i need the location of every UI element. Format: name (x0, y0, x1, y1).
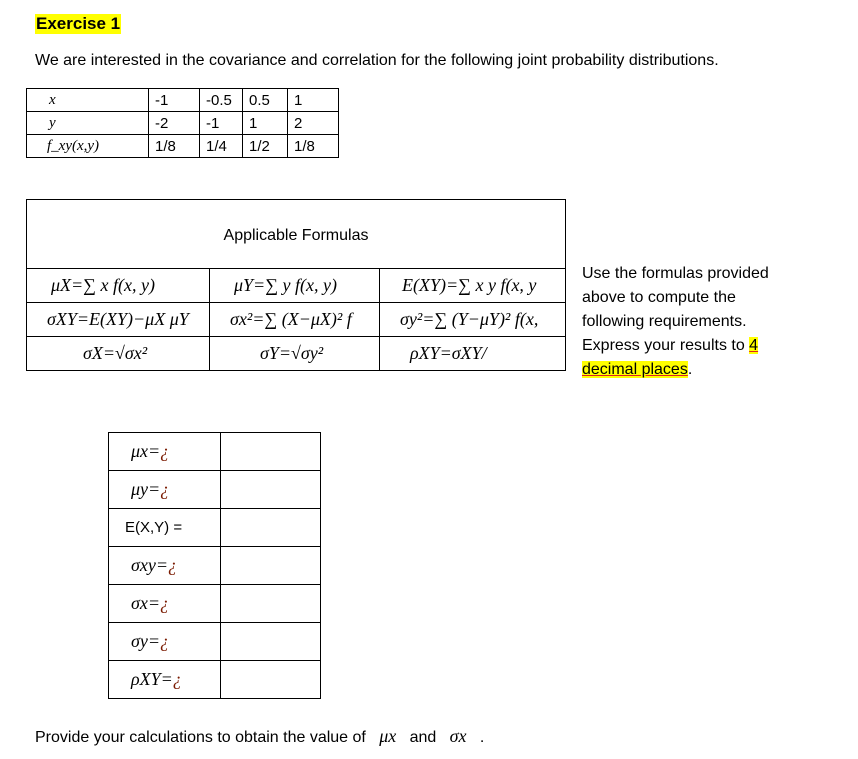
formula-var-y: σy²=∑ (Y−μY)² f(x, (380, 303, 566, 337)
formula-sd-x: σX=√σx² (27, 337, 210, 371)
formula-sd-y: σY=√σy² (210, 337, 380, 371)
note-line: above to compute the (582, 289, 736, 306)
footer-instruction: Provide your calculations to obtain the value of μx and σx . (35, 726, 485, 746)
formula-mu-y: μY=∑ y f(x, y) (210, 269, 380, 303)
answer-field[interactable] (221, 661, 321, 699)
table-cell: 1/8 (149, 135, 200, 158)
answer-label: μx=¿ (109, 433, 221, 471)
table-cell: 1/2 (243, 135, 288, 158)
table-row (109, 585, 321, 623)
answer-field[interactable] (221, 623, 321, 661)
distribution-table (26, 88, 339, 158)
note-line: Use the formulas provided (582, 265, 769, 282)
answer-field[interactable] (221, 433, 321, 471)
table-row (109, 547, 321, 585)
highlight-decimal-places: decimal places (582, 361, 688, 378)
formulas-title: Applicable Formulas (223, 227, 369, 244)
note-line: following requirements. (582, 313, 747, 330)
table-row (109, 623, 321, 661)
row-label-x: x (27, 89, 149, 112)
formulas-header (26, 199, 566, 269)
table-row (27, 135, 339, 158)
answer-label: ρXY=¿ (109, 661, 221, 699)
table-cell: 1/8 (288, 135, 339, 158)
sigma-x-symbol: σx (449, 726, 467, 746)
answers-table (108, 432, 321, 699)
table-cell: 1/4 (200, 135, 243, 158)
highlight-digits: 4 (749, 337, 759, 354)
table-cell: 2 (288, 112, 339, 135)
table-row (27, 337, 566, 371)
formula-rho: ρXY=σXY/ (380, 337, 566, 371)
exercise-intro: We are interested in the covariance and correlation for the following joint probability distributions. (35, 52, 719, 69)
formula-e-xy: E(XY)=∑ x y f(x, y (380, 269, 566, 303)
table-row (109, 433, 321, 471)
table-cell: -1 (149, 89, 200, 112)
table-cell: 1 (288, 89, 339, 112)
note-line: decimal places. (582, 361, 693, 378)
table-row (109, 471, 321, 509)
answer-field[interactable] (221, 547, 321, 585)
table-row (27, 112, 339, 135)
answer-field[interactable] (221, 585, 321, 623)
answer-label: σx=¿ (109, 585, 221, 623)
table-row (27, 303, 566, 337)
row-label-y: y (27, 112, 149, 135)
table-row (27, 89, 339, 112)
instructions-note (582, 262, 852, 382)
formula-mu-x: μX=∑ x f(x, y) (27, 269, 210, 303)
answer-label: μy=¿ (109, 471, 221, 509)
answer-label: σxy=¿ (109, 547, 221, 585)
row-label-fxy: f_xy(x,y) (27, 135, 149, 158)
mu-x-symbol: μx (379, 726, 397, 746)
formulas-table (26, 268, 566, 371)
answer-label: E(X,Y) = (109, 509, 221, 547)
formula-sigma-xy: σXY=E(XY)−μX μY (27, 303, 210, 337)
table-row (27, 269, 566, 303)
table-cell: 0.5 (243, 89, 288, 112)
table-cell: 1 (243, 112, 288, 135)
table-row (109, 661, 321, 699)
answer-field[interactable] (221, 471, 321, 509)
table-cell: -1 (200, 112, 243, 135)
table-cell: -0.5 (200, 89, 243, 112)
answer-label: σy=¿ (109, 623, 221, 661)
exercise-title: Exercise 1 (36, 14, 121, 33)
formula-var-x: σx²=∑ (X−μX)² f (210, 303, 380, 337)
table-row (109, 509, 321, 547)
note-line: Express your results to 4 (582, 337, 759, 354)
answer-field[interactable] (221, 509, 321, 547)
table-cell: -2 (149, 112, 200, 135)
